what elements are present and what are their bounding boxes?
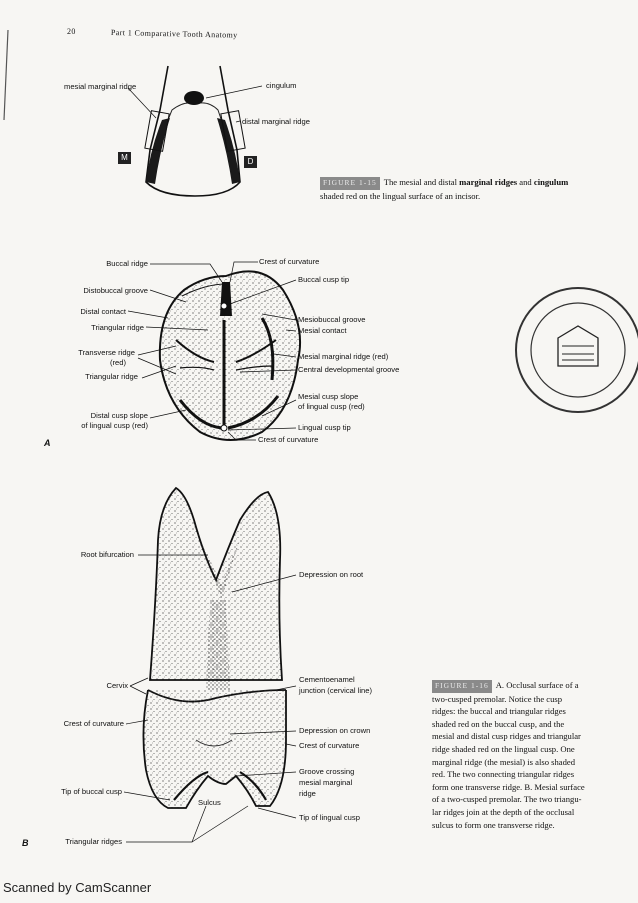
label-cervix: Cervix: [106, 681, 128, 690]
caption-line: sulcus to form one transverse ridge.: [432, 819, 555, 830]
incisor-lingual-drawing: [128, 66, 262, 196]
label-tip-of-lingual-cusp: Tip of lingual cusp: [299, 813, 360, 822]
label-crest-of-curvature-top: Crest of curvature: [259, 257, 320, 266]
label-triangular-ridges: Triangular ridges: [65, 837, 122, 846]
caption-line: lar ridges join at the depth of the occlusal: [432, 806, 575, 817]
label-tip-of-buccal-cusp: Tip of buccal cusp: [61, 787, 122, 796]
caption-line: FIGURE 1-16 A. Occlusal surface of a: [432, 679, 632, 693]
label-ridge: ridge: [299, 789, 316, 798]
label-depression-on-root: Depression on root: [299, 570, 364, 579]
label-cervical-line: junction (cervical line): [299, 686, 373, 695]
label-cementoenamel: Cementoenamel: [299, 675, 355, 684]
box-label-d: D: [244, 156, 257, 168]
label-crest-of-curvature-left: Crest of curvature: [63, 719, 124, 728]
label-distobuccal-groove: Distobuccal groove: [83, 286, 148, 295]
running-header: Part 1 Comparative Tooth Anatomy: [110, 28, 238, 40]
label-root-bifurcation: Root bifurcation: [80, 550, 134, 559]
label-mesial-marginal-ridge-red: Mesial marginal ridge (red): [298, 352, 389, 361]
figure-1-16-caption: [432, 679, 632, 831]
caption-line: mesial and distal cusp ridges and triangular: [432, 731, 581, 742]
label-triangular-ridge-upper: Triangular ridge: [91, 323, 144, 332]
caption-line: red. The two connecting triangular ridges: [432, 769, 575, 780]
figure-1-16-tag: FIGURE 1-16: [432, 680, 492, 693]
library-stamp-drawing: [516, 288, 638, 412]
caption-line: marginal ridge (the mesial) is also shaded: [432, 756, 576, 767]
scan-edge-artifact: [4, 30, 8, 120]
panel-letter-b: B: [22, 838, 29, 848]
label-mesiobuccal-groove: Mesiobuccal groove: [298, 315, 366, 324]
premolar-mesial-drawing: [124, 488, 296, 842]
label-triangular-ridge-lower: Triangular ridge: [85, 372, 138, 381]
label-crest-of-curvature-right: Crest of curvature: [299, 741, 360, 750]
panel-letter-a: A: [44, 438, 51, 448]
label-groove-crossing: Groove crossing: [299, 767, 355, 776]
label-mesial-cusp-slope: Mesial cusp slope: [298, 392, 359, 401]
label-sulcus: Sulcus: [198, 798, 221, 807]
label-buccal-ridge: Buccal ridge: [106, 259, 148, 268]
label-depression-on-crown: Depression on crown: [299, 726, 371, 735]
label-mesial-marginal-ridge: mesial marginal ridge: [64, 82, 137, 91]
caption-line: ridge shaded red on the lingual cusp. One: [432, 743, 575, 754]
label-mesial-cusp-slope-red: of lingual cusp (red): [298, 402, 365, 411]
label-mesial-contact: Mesial contact: [298, 326, 347, 335]
label-transverse-ridge: Transverse ridge: [78, 348, 135, 357]
caption-line: two-cusped premolar. Notice the cusp: [432, 693, 563, 704]
label-buccal-cusp-tip: Buccal cusp tip: [298, 275, 350, 284]
caption-line: form one transverse ridge. B. Mesial surface: [432, 781, 585, 792]
label-mesial-marginal: mesial marginal: [299, 778, 353, 787]
label-distal-cusp-slope-red: of lingual cusp (red): [81, 421, 148, 430]
page-number: 20: [67, 27, 76, 36]
label-distal-cusp-slope: Distal cusp slope: [90, 411, 148, 420]
premolar-occlusal-drawing: [128, 262, 300, 440]
scanner-watermark: Scanned by CamScanner: [3, 880, 152, 895]
caption-line: ridges: the buccal and triangular ridges: [432, 706, 566, 717]
label-cingulum: cingulum: [266, 81, 297, 90]
figure-1-15-tag: FIGURE 1-15: [320, 177, 380, 190]
label-transverse-ridge-red: (red): [109, 358, 126, 367]
caption-line: shaded red on the buccal cusp, and the: [432, 718, 565, 729]
label-distal-marginal-ridge: distal marginal ridge: [242, 117, 310, 126]
label-lingual-cusp-tip: Lingual cusp tip: [298, 423, 351, 432]
label-distal-contact: Distal contact: [80, 307, 126, 316]
box-label-m: M: [118, 152, 131, 164]
label-crest-of-curvature-bottom: Crest of curvature: [258, 435, 319, 444]
caption-line: of a two-cusped premolar. The two triangu-: [432, 794, 582, 805]
figure-1-15-caption: FIGURE 1-15 The mesial and distal marginal ridges and cingulum shaded red on the lingual surface of an incisor.: [320, 177, 569, 201]
label-central-developmental-groove: Central developmental groove: [298, 365, 400, 374]
